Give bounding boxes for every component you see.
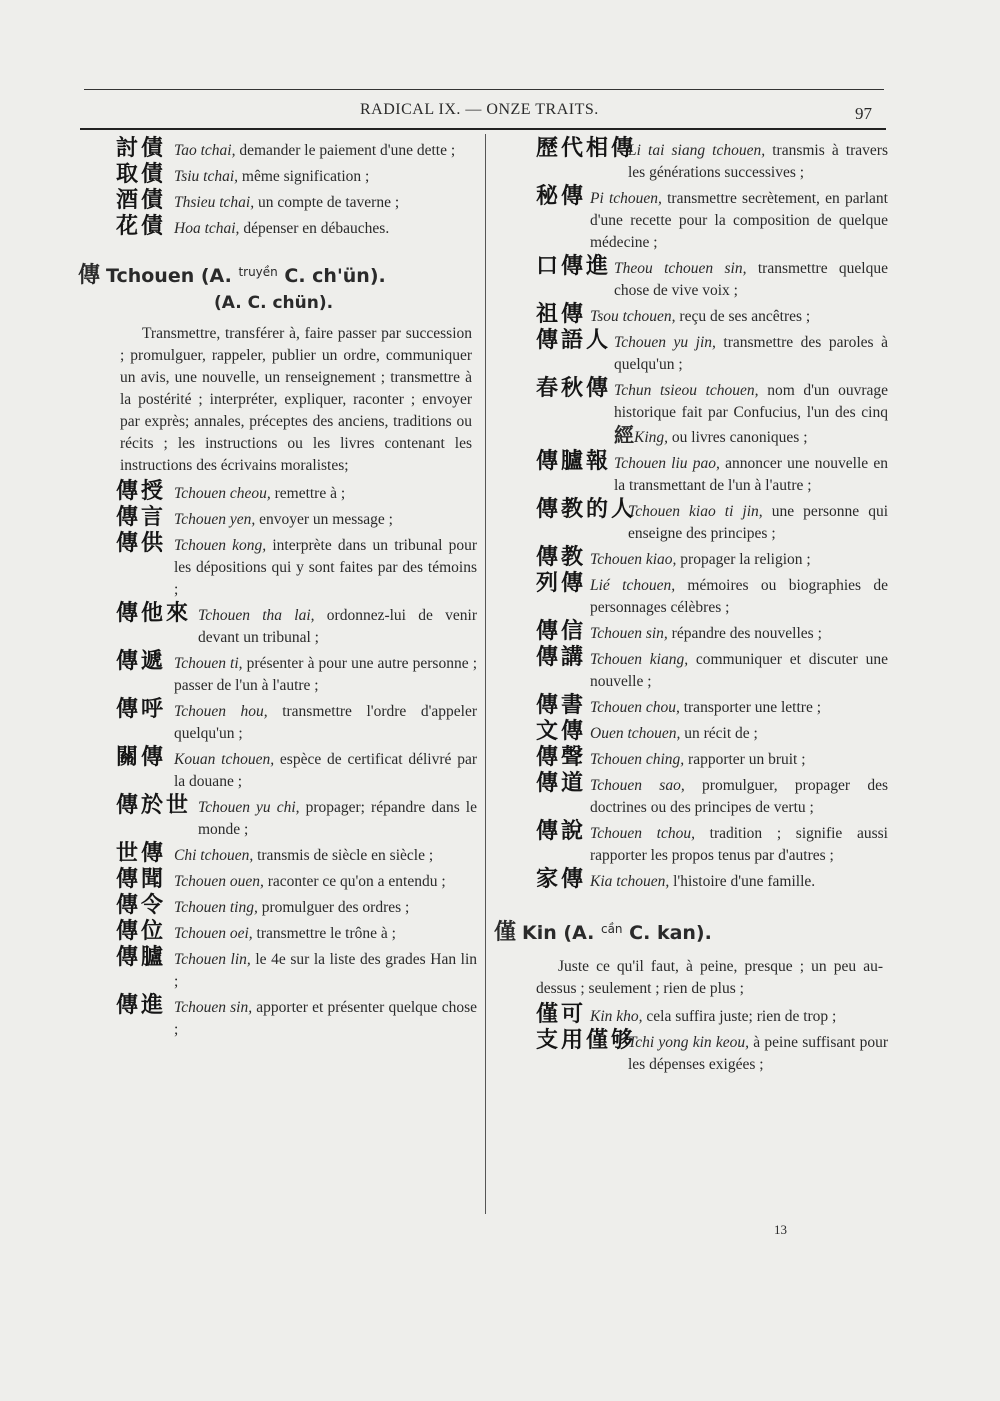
entry-definition: ou livres canoniques ; <box>668 429 808 446</box>
dictionary-entry <box>488 136 888 184</box>
entry-characters: 支用僅够 <box>536 1028 637 1053</box>
entry-definition: même signification ; <box>238 168 370 185</box>
cantonese-reading: C. kan). <box>622 922 712 944</box>
entry-characters: 傳遞 <box>116 649 167 674</box>
entry-romanization: Tchouen kong, <box>174 537 267 554</box>
entry-romanization: Li tai siang tchouen, <box>628 142 766 159</box>
entry-list <box>488 1002 888 1076</box>
page-number: 97 <box>855 104 872 123</box>
entry-inline-characters: 經 <box>614 423 634 447</box>
entry-romanization: Tsiu tchai, <box>174 168 239 185</box>
signature-mark: 13 <box>774 1222 787 1237</box>
entry-romanization: Tchouen hou, <box>174 703 268 720</box>
entry-characters: 春秋傳 <box>536 376 612 401</box>
running-head: RADICAL IX. — ONZE TRAITS. <box>360 101 599 118</box>
entry-characters: 歷代相傳 <box>536 136 637 161</box>
dictionary-entry <box>488 619 888 645</box>
entry-romanization: Tchouen yu jin, <box>614 334 716 351</box>
dictionary-entry <box>72 188 477 214</box>
entry-romanization: Chi tchouen, <box>174 847 254 864</box>
entry-definition: un récit de ; <box>680 725 758 742</box>
entry-characters: 取債 <box>116 162 167 187</box>
entry-definition: transmettre des paroles à quelqu'un ; <box>614 334 888 373</box>
headword-character: 傳 <box>78 263 101 288</box>
entry-characters: 文傳 <box>536 719 587 744</box>
entry-characters: 傳講 <box>536 645 587 670</box>
entry-definition: un compte de taverne ; <box>254 194 400 211</box>
entry-romanization: King, <box>634 429 669 446</box>
entry-romanization: Theou tchouen sin, <box>614 260 747 277</box>
entry-romanization: Tchouen lin, <box>174 951 251 968</box>
entry-definition: cela suffira juste; rien de trop ; <box>642 1008 837 1025</box>
entry-characters: 傳道 <box>536 771 587 796</box>
dictionary-entry <box>72 214 477 240</box>
right-column <box>488 136 889 1080</box>
entry-characters: 傳語人 <box>536 328 612 353</box>
entry-romanization: Tchun tsieou tchouen, <box>614 382 759 399</box>
entry-characters: 家傳 <box>536 867 587 892</box>
entry-definition: promulguer des ordres ; <box>257 899 410 916</box>
entry-characters: 傳說 <box>536 819 587 844</box>
entry-definition: demander le paiement d'une dette ; <box>235 142 456 159</box>
entry-definition: rapporter un bruit ; <box>684 751 806 768</box>
dictionary-entry <box>488 867 888 893</box>
definition-paragraph: Transmettre, transférer à, faire passer par succession ; promulguer, rappeler, publier un ordre, communiquer un avis, une nouvelle, un renseignement ; transmettre à la postérité ; interpréter, expliquer, raconter ; envoyer par exprès; annales, préceptes des anciens, traditions ou récits ; les instructions ou les livres contenant les instructions des écrivains moralistes; <box>120 325 472 474</box>
entry-definition: nom d'un ouvrage historique fait par Confucius, l'un des cinq <box>614 382 888 421</box>
entry-romanization: Tchouen yen, <box>174 511 256 528</box>
entry-list <box>72 479 478 1041</box>
left-column <box>72 136 478 1045</box>
entry-definition: envoyer un message ; <box>255 511 393 528</box>
dictionary-entry <box>488 745 888 771</box>
entry-romanization: Tchouen kiao, <box>590 551 677 568</box>
dictionary-entry <box>488 645 888 693</box>
dictionary-entry <box>488 571 888 619</box>
dictionary-entry <box>72 893 477 919</box>
dictionary-entry <box>72 136 477 162</box>
dictionary-entry <box>72 601 477 649</box>
entry-definition: raconter ce qu'on a entendu ; <box>263 873 446 890</box>
dictionary-entry <box>72 945 478 993</box>
entry-romanization: Tchouen tchou, <box>590 825 695 842</box>
entry-characters: 僅可 <box>536 1002 587 1027</box>
entry-definition: reçu de ses ancêtres ; <box>675 308 811 325</box>
entry-definition: interprète dans un tribunal pour les dépositions qui y sont faites par des témoins ; <box>174 537 477 598</box>
entry-romanization: Tchouen yu chi, <box>198 799 300 816</box>
dictionary-entry <box>72 867 477 893</box>
column-divider <box>485 134 486 1214</box>
dictionary-entry <box>72 745 478 793</box>
dictionary-entry <box>488 328 888 376</box>
entry-characters: 世傳 <box>116 841 167 866</box>
entry-definition: remettre à ; <box>270 485 346 502</box>
headword-romanization: Kin <box>522 922 557 944</box>
entry-romanization: Tchouen oei, <box>174 925 253 942</box>
entry-romanization: Lié tchouen, <box>590 577 676 594</box>
entry-definition: le 4e sur la liste des grades Han lin ; <box>174 951 478 990</box>
entry-definition: transmettre l'ordre d'appeler quelqu'un ; <box>174 703 477 742</box>
header-rule <box>84 89 884 90</box>
entry-characters: 傳言 <box>116 505 167 530</box>
definition-paragraph: Juste ce qu'il faut, à peine, presque ; un peu au-dessus ; seulement ; rien de plus ; <box>536 958 883 997</box>
entry-characters: 傳信 <box>536 619 587 644</box>
cantonese-reading: C. ch'ün). <box>277 265 386 287</box>
entry-definition: transmettre secrètement, en parlant d'une recette pour la composition de quelque médecine ; <box>590 190 888 251</box>
dictionary-entry <box>72 505 477 531</box>
dictionary-entry <box>72 993 478 1041</box>
entry-characters: 關傳 <box>116 745 167 770</box>
entry-characters: 秘傳 <box>536 184 587 209</box>
entry-characters: 祖傳 <box>536 302 587 327</box>
entry-definition: une personne qui enseigne des principes ; <box>628 503 889 542</box>
headword-alt-reading: (A. C. chün). <box>214 293 334 313</box>
dictionary-entry <box>488 497 889 545</box>
dictionary-entry <box>488 693 888 719</box>
entry-characters: 傳供 <box>116 531 167 556</box>
entry-romanization: Hoa tchai, <box>174 220 240 237</box>
entry-characters: 傳書 <box>536 693 587 718</box>
headword-tchouen <box>78 258 477 289</box>
dictionary-entry <box>488 545 888 571</box>
entry-characters: 口傳進 <box>536 254 612 279</box>
entry-characters: 傳授 <box>116 479 167 504</box>
dictionary-entry <box>72 841 477 867</box>
entry-romanization: Tchi yong kin keou, <box>628 1034 750 1051</box>
entry-characters: 列傳 <box>536 571 587 596</box>
entry-romanization: Tchouen liu pao, <box>614 455 720 472</box>
dictionary-entry <box>488 449 888 497</box>
annamite-reading: cần <box>600 922 623 936</box>
dictionary-entry <box>488 1002 888 1028</box>
dictionary-entry <box>488 719 888 745</box>
entry-characters: 傳臚報 <box>536 449 612 474</box>
entry-definition: communiquer et discuter une nouvelle ; <box>590 651 888 690</box>
entry-definition: transmettre le trône à ; <box>252 925 396 942</box>
dictionary-entry <box>72 531 477 601</box>
header-rule <box>80 128 886 130</box>
headword-kin <box>494 915 888 946</box>
entry-romanization: Tchouen kiao ti jin, <box>628 503 763 520</box>
entry-definition: transmis à travers les générations successives ; <box>628 142 888 181</box>
entry-definition: l'histoire d'une famille. <box>669 873 816 890</box>
entry-characters: 傳教 <box>536 545 587 570</box>
entry-romanization: Tchouen ching, <box>590 751 685 768</box>
headword-character: 僅 <box>494 920 517 945</box>
entry-characters: 討債 <box>116 136 167 161</box>
dictionary-entry <box>72 919 477 945</box>
entry-characters: 傳進 <box>116 993 167 1018</box>
entry-romanization: Tchouen cheou, <box>174 485 271 502</box>
entry-romanization: Tao tchai, <box>174 142 236 159</box>
dictionary-entry <box>488 184 888 254</box>
dictionary-entry <box>72 793 477 841</box>
entry-definition: transmis de siècle en siècle ; <box>253 847 434 864</box>
entry-definition: espèce de certificat délivré par la douane ; <box>174 751 478 790</box>
entry-definition: mémoires ou biographies de personnages célèbres ; <box>590 577 888 616</box>
entry-romanization: Tchouen sin, <box>590 625 668 642</box>
entry-romanization: Tchouen ting, <box>174 899 258 916</box>
entry-characters: 酒債 <box>116 188 167 213</box>
entry-characters: 傳位 <box>116 919 167 944</box>
entry-definition: promulguer, propager des doctrines ou des principes de vertu ; <box>590 777 888 816</box>
entry-romanization: Tsou tchouen, <box>590 308 676 325</box>
entry-characters: 傳於世 <box>116 793 192 818</box>
entry-characters: 傳呼 <box>116 697 167 722</box>
annamite-reading: truyền <box>238 265 278 279</box>
entry-romanization: Tchouen chou, <box>590 699 680 716</box>
entry-characters: 傳聲 <box>536 745 587 770</box>
entry-romanization: Tchouen sin, <box>174 999 253 1016</box>
entry-romanization: Tchouen tha lai, <box>198 607 315 624</box>
entry-definition: tradition ; signifie aussi rapporter les propos tenus par d'autres ; <box>590 825 888 864</box>
entry-characters: 傳他來 <box>116 601 192 626</box>
entry-definition: à peine suffisant pour les dépenses exigées ; <box>628 1034 888 1073</box>
entry-characters: 花債 <box>116 214 167 239</box>
entry-definition: propager; répandre dans le monde ; <box>198 799 477 838</box>
dictionary-entry <box>488 1028 888 1076</box>
entry-definition: apporter et présenter quelque chose ; <box>174 999 478 1038</box>
entry-definition: transporter une lettre ; <box>679 699 822 716</box>
dictionary-entry <box>488 771 888 819</box>
entry-romanization: Kouan tchouen, <box>174 751 275 768</box>
entry-romanization: Pi tchouen, <box>590 190 662 207</box>
entry-characters: 傳教的人 <box>536 497 637 522</box>
dictionary-entry <box>488 819 888 867</box>
annamite-label: (A. <box>556 922 601 944</box>
dictionary-entry <box>72 697 477 745</box>
entry-definition: ordonnez-lui de venir devant un tribunal ; <box>198 607 477 646</box>
dictionary-entry <box>72 649 477 697</box>
entry-definition: annoncer une nouvelle en la transmettant de l'un à l'autre ; <box>614 455 888 494</box>
dictionary-entry <box>488 254 888 302</box>
annamite-label: (A. <box>194 265 239 287</box>
entry-list <box>72 136 477 240</box>
entry-romanization: Ouen tchouen, <box>590 725 681 742</box>
entry-definition: présenter à pour une autre personne ; passer de l'un à l'autre ; <box>174 655 477 694</box>
entry-characters: 傳臚 <box>116 945 167 970</box>
entry-romanization: Tchouen kiang, <box>590 651 689 668</box>
entry-romanization: Tchouen ti, <box>174 655 243 672</box>
entry-list <box>488 136 889 893</box>
entry-romanization: Thsieu tchai, <box>174 194 255 211</box>
dictionary-entry <box>72 479 477 505</box>
entry-romanization: Kin kho, <box>590 1008 643 1025</box>
entry-romanization: Tchouen sao, <box>590 777 685 794</box>
entry-characters: 傳令 <box>116 893 167 918</box>
entry-definition: répandre des nouvelles ; <box>667 625 822 642</box>
entry-romanization: Kia tchouen, <box>590 873 670 890</box>
headword-romanization: Tchouen <box>106 265 195 287</box>
entry-definition: propager la religion ; <box>676 551 811 568</box>
entry-definition: transmettre quelque chose de vive voix ; <box>614 260 888 299</box>
entry-romanization: Tchouen ouen, <box>174 873 264 890</box>
entry-characters: 傳聞 <box>116 867 167 892</box>
dictionary-entry <box>488 302 888 328</box>
dictionary-entry <box>72 162 477 188</box>
dictionary-entry <box>488 376 888 449</box>
entry-definition: dépenser en débauches. <box>239 220 390 237</box>
